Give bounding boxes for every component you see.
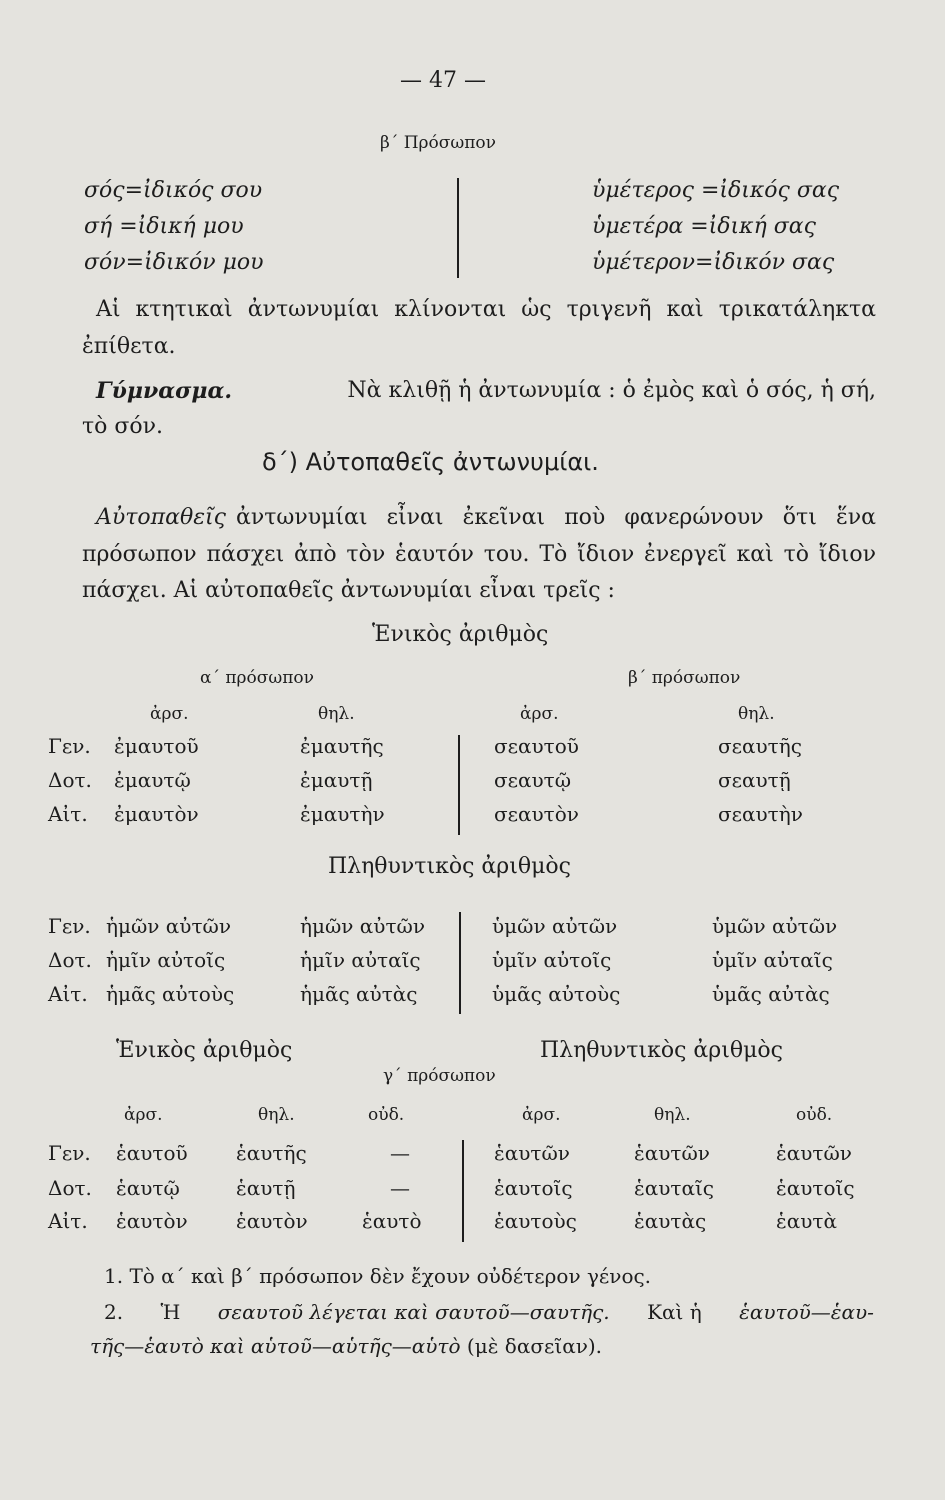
- poss-right-2: ὑμετέρα =ἰδική σας: [592, 214, 816, 239]
- poss-right-1: ὑμέτερος =ἰδικός σας: [592, 178, 840, 203]
- exercise-text-2: τὸ σόν.: [82, 414, 164, 439]
- first-person-label: α΄ πρόσωπον: [200, 668, 314, 688]
- third-cell: ἑαυτὸ: [362, 1209, 422, 1233]
- definition-text-2: πρόσωπον πάσχει ἀπὸ τὸν ἑαυτόν του. Τὸ ἴδιον ἐνεργεῖ καὶ τὸ ἴδιον: [82, 542, 876, 567]
- exercise-label: Γύμνασμα.: [96, 378, 233, 404]
- footnote-1: 1. Τὸ α΄ καὶ β΄ πρόσωπον δὲν ἔχουν οὐδέτερον γένος.: [104, 1264, 652, 1288]
- definition-term: Αὐτοπαθεῖς: [96, 505, 226, 530]
- footnote-2-b: σεαυτοῦ λέγεται καὶ σαυτοῦ—σαυτῆς.: [217, 1300, 610, 1324]
- decline-note-line2: ἐπίθετα.: [82, 334, 176, 359]
- third-cell: ἑαυτοῖς: [776, 1176, 855, 1200]
- pl-cell: ὑμᾶς αὐτὰς: [712, 982, 830, 1006]
- third-cell: ἑαυτῶν: [494, 1141, 570, 1165]
- pl-case-gen: Γεν.: [48, 914, 91, 938]
- section-heading: δ΄) Αὐτοπαθεῖς ἀντωνυμίαι.: [262, 448, 599, 476]
- plural-title: Πληθυντικὸς ἀριθμὸς: [328, 854, 571, 879]
- sg-header-masc-2: ἀρσ.: [520, 704, 559, 724]
- footnote-2-f: (μὲ δασεῖαν).: [466, 1334, 603, 1358]
- poss-left-3: σόν=ἰδικόν μου: [84, 250, 264, 275]
- page-number: — 47 —: [400, 68, 486, 93]
- footnote-2-c: Καὶ ἡ: [647, 1300, 702, 1324]
- third-cell: ἑαυτῷ: [116, 1176, 180, 1200]
- sg-cell: σεαυτῆς: [718, 734, 802, 758]
- sg-case-dat: Δοτ.: [48, 768, 92, 792]
- third-cell: ἑαυτοῖς: [494, 1176, 573, 1200]
- exercise-line: [96, 378, 876, 404]
- sg-cell: σεαυτοῦ: [494, 734, 579, 758]
- footnote-2-line2: [90, 1334, 602, 1358]
- sg-cell: ἐμαυτὸν: [114, 802, 199, 826]
- sg-header-masc-1: ἀρσ.: [150, 704, 189, 724]
- third-header: οὐδ.: [796, 1105, 833, 1125]
- third-divider: [462, 1140, 464, 1242]
- poss-left-2: σή =ἰδική μου: [84, 214, 244, 239]
- third-cell: ἑαυτὰς: [634, 1209, 707, 1233]
- exercise-text: Νὰ κλιθῇ ἡ ἀντωνυμία : ὁ ἐμὸς καὶ ὁ σός, ἡ σή,: [347, 378, 876, 403]
- sg-case-acc: Αἰτ.: [48, 802, 88, 826]
- pl-cell: ἡμῶν αὐτῶν: [106, 914, 231, 938]
- third-cell: ἑαυτοῦ: [116, 1141, 188, 1165]
- pl-cell: ὑμῶν αὐτῶν: [492, 914, 618, 938]
- sg-cell: σεαυτῷ: [494, 768, 572, 792]
- sg-cell: σεαυτὴν: [718, 802, 803, 826]
- third-singular-title: Ἑνικὸς ἀριθμὸς: [116, 1038, 293, 1063]
- third-cell: ἑαυτῶν: [776, 1141, 852, 1165]
- third-case-acc: Αἰτ.: [48, 1209, 88, 1233]
- footnote-2-line1: [104, 1300, 874, 1324]
- second-person-title: β΄ Πρόσωπον: [380, 133, 496, 153]
- third-cell: ἑαυτὸν: [236, 1209, 308, 1233]
- sg-cell: ἐμαυτῇ: [300, 768, 373, 792]
- pl-cell: ἡμᾶς αὐτὰς: [300, 982, 418, 1006]
- pl-cell: ἡμῖν αὐτοῖς: [106, 948, 226, 972]
- third-header: οὐδ.: [368, 1105, 405, 1125]
- third-cell: ἑαυτῶν: [634, 1141, 710, 1165]
- pl-cell: ὑμῖν αὐταῖς: [712, 948, 833, 972]
- pl-cell: ὑμᾶς αὐτοὺς: [492, 982, 621, 1006]
- third-case-dat: Δοτ.: [48, 1176, 92, 1200]
- third-cell: —: [390, 1141, 410, 1165]
- pl-cell: ἡμῶν αὐτῶν: [300, 914, 425, 938]
- footnote-2-a: Ἡ: [160, 1300, 181, 1324]
- third-cell: ἑαυτὰ: [776, 1209, 837, 1233]
- third-header: ἀρσ.: [522, 1105, 561, 1125]
- poss-divider: [457, 178, 459, 278]
- definition-text-3: πάσχει. Αἱ αὐτοπαθεῖς ἀντωνυμίαι εἶναι τρεῖς :: [82, 578, 615, 603]
- footnote-2-e: τῆς—ἑαυτὸ καὶ αὑτοῦ—αὑτῆς—αὑτὸ: [90, 1334, 461, 1358]
- decline-note-line1: Αἱ κτητικαὶ ἀντωνυμίαι κλίνονται ὡς τριγενῆ καὶ τρικατάληκτα: [96, 297, 876, 322]
- sg-case-gen: Γεν.: [48, 734, 91, 758]
- pl-cell: ἡμῖν αὐταῖς: [300, 948, 421, 972]
- sg-cell: ἐμαυτοῦ: [114, 734, 199, 758]
- sg-cell: ἐμαυτὴν: [300, 802, 385, 826]
- sg-cell: ἐμαυτῆς: [300, 734, 384, 758]
- third-cell: ἑαυτοὺς: [494, 1209, 577, 1233]
- third-cell: ἑαυταῖς: [634, 1176, 715, 1200]
- sg-header-fem-1: θηλ.: [318, 704, 355, 724]
- pl-case-acc: Αἰτ.: [48, 982, 88, 1006]
- third-cell: —: [390, 1176, 410, 1200]
- pl-cell: ἡμᾶς αὐτοὺς: [106, 982, 235, 1006]
- definition-text-1: ἀντωνυμίαι εἶναι ἐκεῖναι ποὺ φανερώνουν ὅτι ἕνα: [236, 505, 876, 530]
- pl-case-dat: Δοτ.: [48, 948, 92, 972]
- definition-line1: [96, 505, 876, 530]
- third-header: θηλ.: [258, 1105, 295, 1125]
- third-header: ἀρσ.: [124, 1105, 163, 1125]
- sg-header-fem-2: θηλ.: [738, 704, 775, 724]
- poss-right-3: ὑμέτερον=ἰδικόν σας: [592, 250, 835, 275]
- pl-cell: ὑμῶν αὐτῶν: [712, 914, 838, 938]
- third-cell: ἑαυτῇ: [236, 1176, 296, 1200]
- footnote-2-number: 2.: [104, 1300, 124, 1324]
- pl-divider: [459, 912, 461, 1014]
- sg-cell: σεαυτῇ: [718, 768, 791, 792]
- third-header: θηλ.: [654, 1105, 691, 1125]
- singular-title: Ἑνικὸς ἀριθμὸς: [372, 622, 549, 647]
- third-cell: ἑαυτῆς: [236, 1141, 307, 1165]
- sg-divider: [458, 735, 460, 835]
- third-case-gen: Γεν.: [48, 1141, 91, 1165]
- footnote-2-d: ἑαυτοῦ—ἑαυ-: [739, 1300, 874, 1324]
- third-plural-title: Πληθυντικὸς ἀριθμὸς: [540, 1038, 783, 1063]
- sg-cell: σεαυτὸν: [494, 802, 579, 826]
- poss-left-1: σός=ἰδικός σου: [84, 178, 263, 203]
- second-person-label: β΄ πρόσωπον: [628, 668, 741, 688]
- third-person-label: γ΄ πρόσωπον: [383, 1066, 496, 1086]
- pl-cell: ὑμῖν αὐτοῖς: [492, 948, 612, 972]
- sg-cell: ἐμαυτῷ: [114, 768, 191, 792]
- third-cell: ἑαυτὸν: [116, 1209, 188, 1233]
